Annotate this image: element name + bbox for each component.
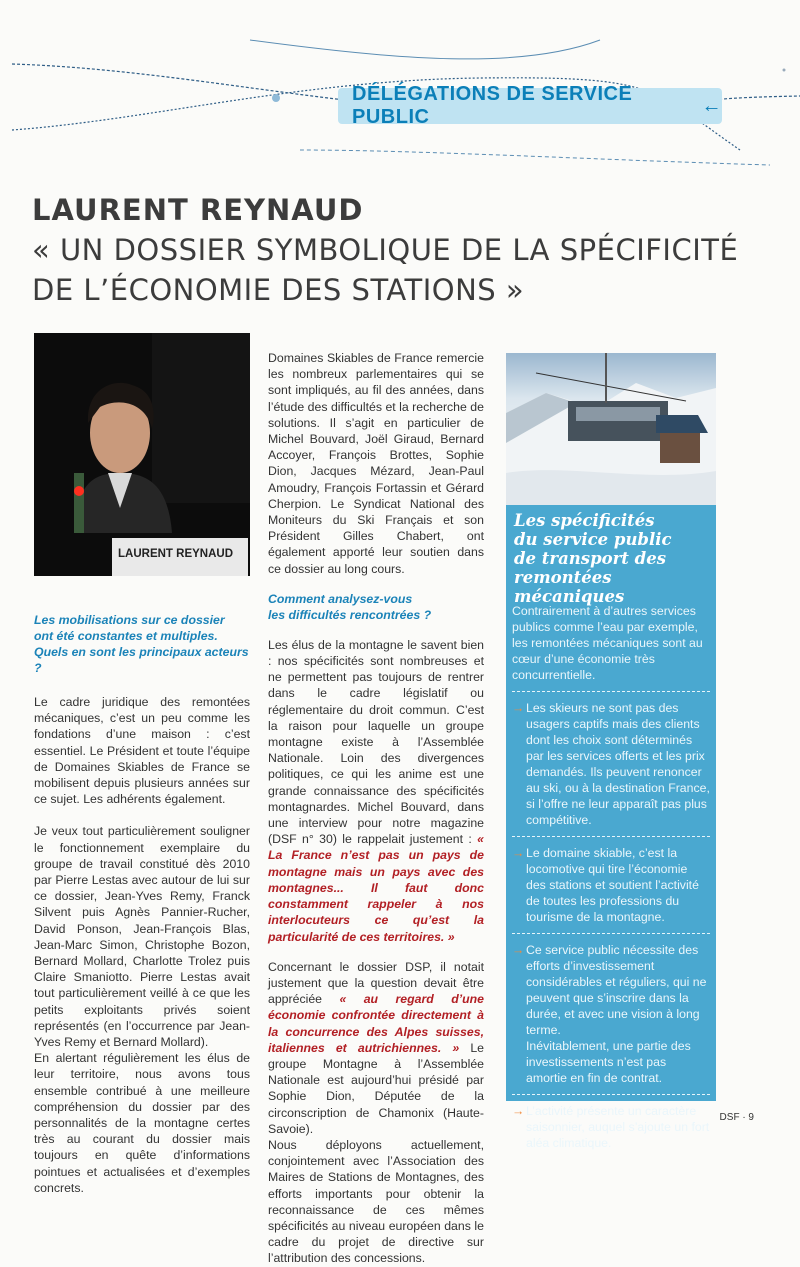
article-title-line2: DE L’ÉCONOMIE DES STATIONS »: [32, 273, 525, 307]
sidebar-bullet-text: Les skieurs ne sont pas des usagers captifs mais des clients dont les choix sont déterminés par les services offerts et les prix demandés. Ils peuvent renoncer au ski, ou à la destination France, si l’offre ne leur apparaît pas plus compétitive.: [526, 701, 710, 827]
speaker-illustration: [34, 333, 250, 576]
sidebar-divider: [512, 933, 710, 934]
sidebar-bullet-text: Inévitablement, une partie des investissements n’est pas amortie en fin de contrat.: [526, 1039, 691, 1085]
pull-quote: « La France n’est pas un pays de montagne mais un pays avec des montagnes... Il faut donc constamment rappeler à nos interlocuteurs ce qu’est la particularité de ces territoires. »: [268, 832, 485, 944]
sidebar-box: [506, 353, 716, 1150]
question-1-line: ont été constantes et multiples.: [34, 629, 218, 643]
question-2-line: les difficultés rencontrées ?: [268, 607, 432, 622]
col1-paragraph: Je veux tout particulièrement souligner le fonctionnement exemplaire du groupe de travail constitué dès 2010 par Pierre Lestas avec autour de lui sur ce dossier, Jean-Yves Remy, Franck Silvent puis Agnès Pannier-Rucher, David Ponson, Jean-François Blas, Jean-Marc Simon, Christophe Bozon, Bernard Mollard, Charlotte Trolez puis Claire Smaniotto. Pierre Lestas avait tout particulièrement veillé à ce que les petits exploitants privés soient représentés (en l’occurrence par Jean-Yves Remy et Bernard Mollard).: [34, 824, 250, 1050]
question-1: [34, 612, 250, 676]
sidebar-title: [514, 511, 712, 606]
sidebar-bullet: [512, 1103, 710, 1151]
sidebar-divider: [512, 836, 710, 837]
question-1-line: Les mobilisations sur ce dossier: [34, 613, 225, 627]
sidebar-bullet-content: [526, 942, 710, 1086]
question-2: [268, 591, 484, 623]
sidebar-body: [512, 603, 710, 1151]
sidebar-bullet-text: Ce service public nécessite des efforts d’investissement considérables et réguliers, qui ne peuvent que s’inscrire dans la durée, et avec une vision à long terme.: [526, 943, 707, 1037]
col2-paragraph-text: Les élus de la montagne le savent bien : nos spécificités sont nombreuses et ne permettent pas toujours de rentrer dans le cadre législatif ou réglementaire du droit commun. C’est la raison pour laquelle un groupe montagne existe à l’Assemblée Nationale. Loin des divergences politiques, ce qui les anime est une grande connaissance des spécificités montagnardes. Michel Bouvard, dans une interview pour notre magazine (DSF n° 30) le rappelait justement :: [268, 637, 484, 847]
question-1-line: Quels en sont les principaux acteurs ?: [34, 645, 249, 675]
question-2-line: Comment analysez-vous: [268, 591, 413, 606]
arrow-right-icon: →: [512, 701, 525, 715]
nameplate: LAURENT REYNAUD: [118, 548, 233, 560]
sidebar-title-line: du service public: [514, 530, 672, 549]
page-number: DSF · 9: [719, 1112, 754, 1123]
sidebar-intro: Contrairement à d’autres services publics comme l’eau par exemple, les remontées mécaniques sont au cœur d’une économie très concurrentielle.: [512, 604, 703, 682]
col1-paragraph: Le cadre juridique des remontées mécaniques, c’est un peu comme les fondations d’une maison : c’est essentiel. Le Président et toute l’équipe de Domaines Skiables de France se mobilisent depuis plusieurs années sur ce sujet. Les adhérents également.: [34, 695, 250, 807]
sidebar-bullet: [512, 700, 710, 828]
arrow-right-icon: →: [512, 846, 525, 860]
article-title-line1: « UN DOSSIER SYMBOLIQUE DE LA SPÉCIFICITÉ: [32, 233, 739, 267]
col1-paragraph: En alertant régulièrement les élus de leur territoire, nous avons tous ensemble contribué à une meilleure compréhension du dossier par des personnalités de la montagne certes très au courant du dossier mais toujours en quête d’informations pointues et actualisées et d’exemples concrets.: [34, 1051, 250, 1195]
ski-lift-illustration: [506, 353, 716, 505]
col2-paragraph-text: Concernant le dossier DSP, il notait justement que la question devait être appréciée: [268, 959, 484, 1007]
sidebar-bullet-text: L’activité présente un caractère saisonnier, auquel s’ajoute un fort aléa climatique.: [526, 1104, 710, 1150]
sidebar-bullet: [512, 942, 710, 1086]
ski-lift-photo: [506, 353, 716, 505]
arrow-right-icon: →: [512, 1104, 525, 1118]
column-1: [34, 612, 250, 1196]
sidebar-title-line: de transport des: [514, 549, 666, 568]
section-tag-label: DÉLÉGATIONS DE SERVICE PUBLIC: [352, 83, 633, 128]
col2-paragraph: Nous déployons actuellement, conjointement avec l’Association des Maires de Stations de Montagnes, des efforts importants pour obtenir la reconnaissance de ces mêmes spécificités au niveau européen dans le cadre du projet de directive sur l’attribution des concessions.: [268, 1137, 484, 1266]
section-tag: [338, 83, 722, 128]
sidebar-divider: [512, 1094, 710, 1095]
col2-paragraph-text: Le groupe Montagne à l’Assemblée Nationale est aujourd’hui présidé par Sophie Dion, Députée de la circonscription de Chamonix (Haute-Savoie).: [268, 1040, 484, 1136]
col2-paragraph: [268, 637, 484, 945]
arrow-left-icon: ←: [701, 94, 722, 117]
sidebar-divider: [512, 691, 710, 692]
article-title-name: LAURENT REYNAUD: [32, 193, 364, 227]
sidebar-title-line: Les spécificités: [514, 511, 655, 530]
speaker-photo: [34, 333, 250, 576]
arrow-right-icon: →: [512, 943, 525, 957]
pull-quote: « au regard d’une économie confrontée directement à la concurrence des Alpes suisses, italiennes et autrichiennes. »: [268, 992, 484, 1055]
sidebar-title-line: remontées mécaniques: [514, 568, 625, 606]
col2-paragraph: [268, 959, 484, 1137]
sidebar-bullet: [512, 845, 710, 925]
sidebar-bullet-text: Le domaine skiable, c’est la locomotive qui tire l’économie des stations et soutient l’activité de toutes les professions du tourisme de la montagne.: [526, 846, 699, 924]
column-2: [268, 350, 484, 1267]
col2-paragraph: Domaines Skiables de France remercie les nombreux parlementaires qui se sont impliqués, au fil des années, dans l’étude des difficultés et la recherche de solutions. Il s’agit en particulier de Michel Bouvard, Joël Giraud, Bernard Accoyer, François Brottes, Sophie Dion, Jacques Mézard, Jean-Paul Amoudry, François Fortassin et Gérard Cherpion. Le Syndicat National des Moniteurs du Ski Français et son Président Gilles Chabert, ont également apporté leur soutien dans ce dossier au long cours.: [268, 351, 484, 576]
